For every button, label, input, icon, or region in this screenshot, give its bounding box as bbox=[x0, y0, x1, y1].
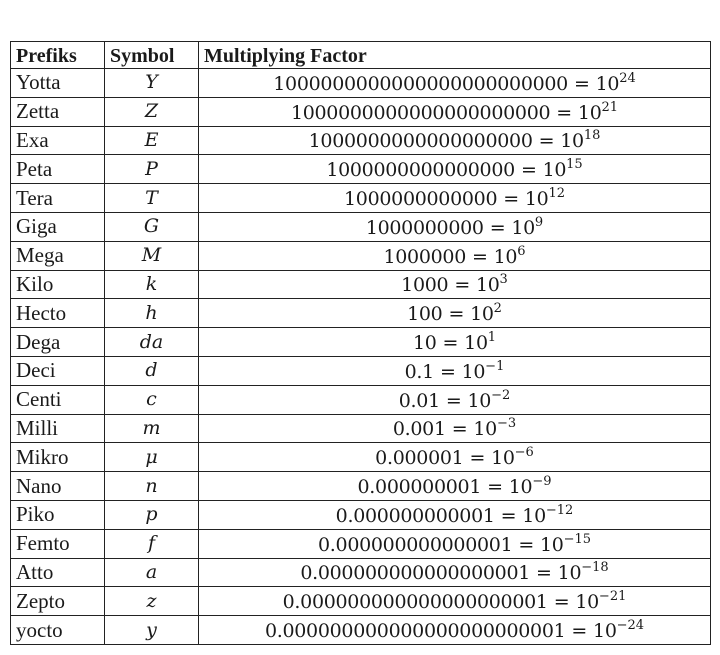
prefix-name: Milli bbox=[11, 414, 105, 443]
factor-value: 1000000 bbox=[383, 245, 467, 268]
equals-sign: = bbox=[472, 245, 488, 268]
factor-value: 1000000000000000 bbox=[326, 159, 515, 182]
prefix-name: Exa bbox=[11, 126, 105, 155]
equals-sign: = bbox=[469, 447, 486, 470]
table-row bbox=[11, 443, 711, 472]
factor-exponent: 3 bbox=[499, 272, 508, 288]
prefix-symbol: h bbox=[105, 299, 199, 328]
factor-value: 0.000000000000000000001 bbox=[282, 591, 548, 614]
factor-value: 1000000000000 bbox=[344, 188, 498, 211]
multiplying-factor bbox=[199, 97, 711, 126]
table-header-row bbox=[11, 42, 711, 69]
table-row bbox=[11, 616, 711, 645]
factor-value: 100 bbox=[407, 303, 443, 326]
prefix-symbol: da bbox=[105, 328, 199, 357]
factor-base: 10 bbox=[473, 418, 497, 441]
table-row bbox=[11, 97, 711, 126]
table-row bbox=[11, 184, 711, 213]
factor-base: 10 bbox=[595, 72, 620, 95]
prefix-name: Yotta bbox=[11, 69, 105, 98]
factor-value: 0.000001 bbox=[375, 447, 464, 470]
equals-sign: = bbox=[451, 418, 468, 441]
prefix-symbol: c bbox=[105, 385, 199, 414]
factor-base: 10 bbox=[470, 303, 494, 326]
prefix-name: Mega bbox=[11, 241, 105, 270]
equals-sign: = bbox=[503, 188, 519, 211]
equals-sign: = bbox=[442, 332, 459, 355]
factor-exponent: −18 bbox=[581, 560, 609, 576]
factor-value: 0.1 bbox=[404, 360, 434, 383]
factor-base: 10 bbox=[524, 188, 549, 211]
multiplying-factor bbox=[199, 299, 711, 328]
factor-exponent: 2 bbox=[493, 301, 502, 317]
factor-base: 10 bbox=[560, 130, 584, 153]
prefix-name: Dega bbox=[11, 328, 105, 357]
factor-value: 1000 bbox=[401, 274, 449, 297]
multiplying-factor bbox=[199, 558, 711, 587]
equals-sign: = bbox=[489, 216, 506, 239]
prefix-name: Giga bbox=[11, 212, 105, 241]
equals-sign: = bbox=[538, 130, 555, 153]
prefix-symbol: μ bbox=[105, 443, 199, 472]
prefix-symbol: k bbox=[105, 270, 199, 299]
factor-exponent: 18 bbox=[583, 128, 601, 144]
table-row bbox=[11, 558, 711, 587]
factor-base: 10 bbox=[542, 159, 567, 182]
factor-exponent: 21 bbox=[601, 99, 619, 115]
equals-sign: = bbox=[487, 476, 503, 499]
factor-exponent: 9 bbox=[534, 214, 544, 230]
factor-value: 10 bbox=[412, 332, 437, 355]
prefix-name: Peta bbox=[11, 155, 105, 184]
multiplying-factor bbox=[199, 69, 711, 98]
table-row bbox=[11, 212, 711, 241]
factor-exponent: −9 bbox=[532, 474, 552, 490]
factor-base: 10 bbox=[593, 620, 617, 643]
prefix-symbol: M bbox=[105, 241, 199, 270]
multiplying-factor bbox=[199, 155, 711, 184]
factor-value: 1000000000000000000 bbox=[308, 130, 533, 153]
prefix-symbol: E bbox=[105, 126, 199, 155]
table-row bbox=[11, 587, 711, 616]
factor-exponent: 1 bbox=[487, 330, 497, 346]
equals-sign: = bbox=[445, 389, 462, 412]
factor-base: 10 bbox=[464, 332, 488, 355]
factor-exponent: 24 bbox=[619, 70, 636, 86]
table-row bbox=[11, 270, 711, 299]
factor-exponent: −12 bbox=[545, 502, 574, 518]
factor-base: 10 bbox=[493, 245, 518, 268]
table-row bbox=[11, 126, 711, 155]
factor-base: 10 bbox=[511, 216, 535, 239]
factor-value: 0.000000000000000000000001 bbox=[264, 620, 566, 643]
prefix-symbol: f bbox=[105, 529, 199, 558]
prefix-symbol: P bbox=[105, 155, 199, 184]
multiplying-factor bbox=[199, 472, 711, 501]
prefix-symbol: a bbox=[105, 558, 199, 587]
factor-base: 10 bbox=[522, 504, 546, 527]
multiplying-factor bbox=[199, 212, 711, 241]
prefix-name: yocto bbox=[11, 616, 105, 645]
multiplying-factor bbox=[199, 529, 711, 558]
factor-value: 0.000000000000000001 bbox=[300, 562, 531, 585]
table-body bbox=[11, 69, 711, 645]
prefix-symbol: p bbox=[105, 500, 199, 529]
prefix-symbol: G bbox=[105, 212, 199, 241]
multiplying-factor bbox=[199, 500, 711, 529]
table-row bbox=[11, 472, 711, 501]
prefix-name: Piko bbox=[11, 500, 105, 529]
factor-value: 1000000000000000000000 bbox=[290, 101, 551, 124]
prefix-name: Kilo bbox=[11, 270, 105, 299]
table-row bbox=[11, 328, 711, 357]
header-prefix: Prefiks bbox=[11, 42, 105, 69]
header-symbol: Symbol bbox=[105, 42, 199, 69]
factor-value: 0.001 bbox=[392, 418, 446, 441]
prefix-name: Nano bbox=[11, 472, 105, 501]
factor-value: 0.000000001 bbox=[357, 476, 482, 499]
equals-sign: = bbox=[439, 360, 456, 383]
prefix-name: Deci bbox=[11, 356, 105, 385]
prefix-symbol: m bbox=[105, 414, 199, 443]
table-row bbox=[11, 414, 711, 443]
factor-base: 10 bbox=[539, 533, 564, 556]
equals-sign: = bbox=[454, 274, 470, 297]
multiplying-factor bbox=[199, 126, 711, 155]
prefix-name: Mikro bbox=[11, 443, 105, 472]
multiplying-factor bbox=[199, 587, 711, 616]
multiplying-factor bbox=[199, 241, 711, 270]
factor-base: 10 bbox=[575, 591, 599, 614]
table-row bbox=[11, 385, 711, 414]
equals-sign: = bbox=[536, 562, 552, 585]
header-factor: Multiplying Factor bbox=[199, 42, 711, 69]
prefix-table-container bbox=[10, 41, 710, 645]
table-row bbox=[11, 69, 711, 98]
factor-exponent: −1 bbox=[485, 358, 505, 374]
multiplying-factor bbox=[199, 443, 711, 472]
equals-sign: = bbox=[518, 533, 534, 556]
factor-exponent: 15 bbox=[566, 157, 583, 173]
multiplying-factor bbox=[199, 385, 711, 414]
factor-base: 10 bbox=[557, 562, 582, 585]
table-row bbox=[11, 529, 711, 558]
factor-exponent: −21 bbox=[598, 589, 627, 605]
prefix-name: Hecto bbox=[11, 299, 105, 328]
equals-sign: = bbox=[556, 101, 572, 124]
multiplying-factor bbox=[199, 328, 711, 357]
factor-base: 10 bbox=[461, 360, 486, 383]
prefix-symbol: Z bbox=[105, 97, 199, 126]
factor-exponent: −15 bbox=[563, 531, 591, 547]
multiplying-factor bbox=[199, 616, 711, 645]
factor-base: 10 bbox=[577, 101, 602, 124]
prefix-symbol: d bbox=[105, 356, 199, 385]
prefix-symbol: y bbox=[105, 616, 199, 645]
factor-base: 10 bbox=[467, 389, 492, 412]
factor-base: 10 bbox=[475, 274, 500, 297]
table-row bbox=[11, 299, 711, 328]
factor-value: 1000000000000000000000000 bbox=[273, 72, 568, 95]
prefix-name: Zetta bbox=[11, 97, 105, 126]
table-row bbox=[11, 500, 711, 529]
equals-sign: = bbox=[553, 591, 570, 614]
prefix-symbol: T bbox=[105, 184, 199, 213]
equals-sign: = bbox=[500, 504, 517, 527]
factor-base: 10 bbox=[491, 447, 515, 470]
prefix-symbol: z bbox=[105, 587, 199, 616]
factor-value: 1000000000 bbox=[365, 216, 484, 239]
prefix-name: Femto bbox=[11, 529, 105, 558]
prefix-name: Atto bbox=[11, 558, 105, 587]
multiplying-factor bbox=[199, 414, 711, 443]
factor-value: 0.01 bbox=[398, 389, 440, 412]
factor-value: 0.000000000000001 bbox=[318, 533, 513, 556]
equals-sign: = bbox=[573, 72, 590, 95]
factor-value: 0.000000000001 bbox=[335, 504, 495, 527]
factor-exponent: −3 bbox=[496, 416, 517, 432]
si-prefix-table bbox=[10, 41, 711, 645]
prefix-name: Zepto bbox=[11, 587, 105, 616]
prefix-name: Tera bbox=[11, 184, 105, 213]
multiplying-factor bbox=[199, 270, 711, 299]
factor-exponent: 6 bbox=[517, 243, 526, 259]
factor-exponent: −6 bbox=[514, 445, 534, 461]
equals-sign: = bbox=[520, 159, 537, 182]
multiplying-factor bbox=[199, 356, 711, 385]
table-row bbox=[11, 241, 711, 270]
equals-sign: = bbox=[571, 620, 588, 643]
factor-exponent: −24 bbox=[616, 618, 645, 634]
prefix-name: Centi bbox=[11, 385, 105, 414]
equals-sign: = bbox=[448, 303, 465, 326]
prefix-symbol: n bbox=[105, 472, 199, 501]
factor-base: 10 bbox=[508, 476, 533, 499]
multiplying-factor bbox=[199, 184, 711, 213]
factor-exponent: 12 bbox=[548, 186, 565, 202]
table-row bbox=[11, 155, 711, 184]
factor-exponent: −2 bbox=[491, 387, 511, 403]
prefix-symbol: Y bbox=[105, 69, 199, 98]
table-row bbox=[11, 356, 711, 385]
